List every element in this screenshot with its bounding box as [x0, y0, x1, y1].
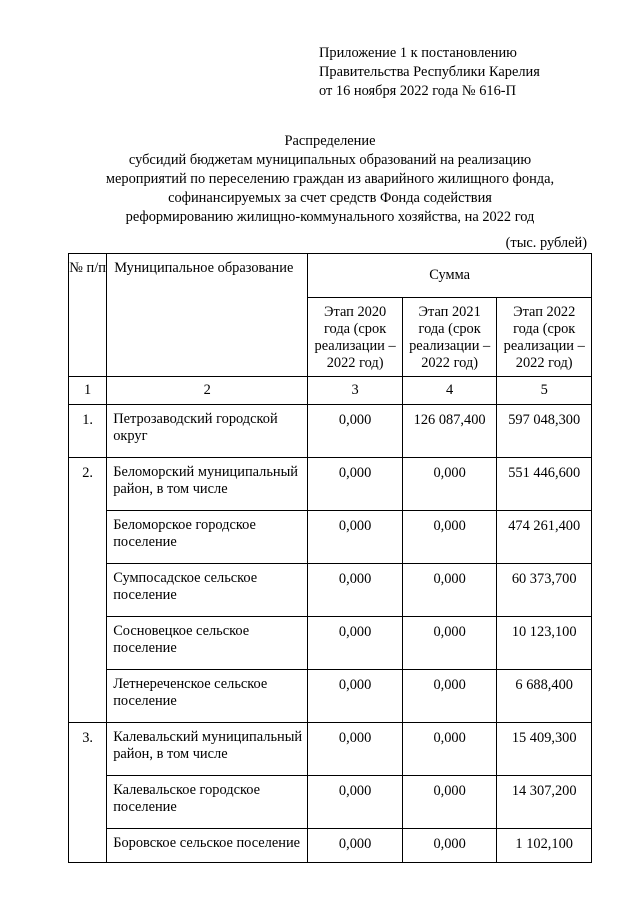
row-number: 3.	[69, 723, 107, 863]
units-label: (тыс. рублей)	[505, 235, 587, 251]
row-municipality: Калевальское городское поселение	[107, 776, 308, 829]
title-line: мероприятий по переселению граждан из аварийного жилищного фонда,	[105, 171, 555, 187]
row-value-2022: 6 688,400	[497, 670, 592, 723]
row-value-2020: 0,000	[308, 723, 403, 776]
column-number-row	[69, 377, 592, 405]
table-row	[69, 511, 592, 564]
row-value-2021: 0,000	[402, 458, 497, 511]
row-value-2021: 0,000	[402, 617, 497, 670]
row-value-2022: 10 123,100	[497, 617, 592, 670]
column-number: 2	[107, 377, 308, 405]
row-value-2020: 0,000	[308, 564, 403, 617]
row-value-2021: 0,000	[402, 776, 497, 829]
row-municipality: Летнереченское сельское поселение	[107, 670, 308, 723]
row-value-2021: 0,000	[402, 670, 497, 723]
column-number: 4	[402, 377, 497, 405]
appendix-block	[319, 44, 619, 101]
row-value-2020: 0,000	[308, 776, 403, 829]
table-row	[69, 776, 592, 829]
row-value-2022: 551 446,600	[497, 458, 592, 511]
column-number: 3	[308, 377, 403, 405]
header-sum: Сумма	[308, 254, 592, 298]
column-number: 1	[69, 377, 107, 405]
row-municipality: Сумпосадское сельское поселение	[107, 564, 308, 617]
row-value-2020: 0,000	[308, 670, 403, 723]
header-row	[69, 254, 592, 298]
header-stage-2022: Этап 2022 года (срок реализации – 2022 год)	[497, 298, 592, 377]
row-value-2022: 474 261,400	[497, 511, 592, 564]
row-value-2022: 14 307,200	[497, 776, 592, 829]
row-value-2020: 0,000	[308, 405, 403, 458]
table-row	[69, 458, 592, 511]
title-line: реформированию жилищно-коммунального хозяйства, на 2022 год	[125, 209, 535, 225]
table-row	[69, 670, 592, 723]
header-stage-2020: Этап 2020 года (срок реализации – 2022 год)	[308, 298, 403, 377]
row-municipality: Петрозаводский городской округ	[107, 405, 308, 458]
row-value-2021: 0,000	[402, 511, 497, 564]
title-line: Распределение	[284, 133, 376, 149]
row-number: 2.	[69, 458, 107, 723]
header-stage-2021: Этап 2021 года (срок реализации – 2022 год)	[402, 298, 497, 377]
row-value-2021: 126 087,400	[402, 405, 497, 458]
appendix-line: от 16 ноября 2022 года № 616-П	[319, 83, 516, 99]
row-municipality: Боровское сельское поселение	[107, 829, 308, 863]
row-value-2022: 597 048,300	[497, 405, 592, 458]
row-value-2022: 60 373,700	[497, 564, 592, 617]
row-value-2020: 0,000	[308, 458, 403, 511]
row-value-2021: 0,000	[402, 723, 497, 776]
row-number: 1.	[69, 405, 107, 458]
row-municipality: Калевальский муниципальный район, в том числе	[107, 723, 308, 776]
header-no: № п/п	[69, 254, 107, 377]
table-row	[69, 405, 592, 458]
column-number: 5	[497, 377, 592, 405]
row-municipality: Беломорское городское поселение	[107, 511, 308, 564]
table-row	[69, 617, 592, 670]
header-municipality: Муниципальное образование	[107, 254, 308, 377]
row-value-2021: 0,000	[402, 829, 497, 863]
appendix-line: Правительства Республики Карелия	[319, 64, 540, 80]
document-title	[60, 132, 600, 227]
row-value-2022: 15 409,300	[497, 723, 592, 776]
appendix-line: Приложение 1 к постановлению	[319, 45, 517, 61]
row-value-2022: 1 102,100	[497, 829, 592, 863]
subsidy-table	[68, 253, 592, 863]
row-value-2020: 0,000	[308, 511, 403, 564]
row-municipality: Сосновецкое сельское поселение	[107, 617, 308, 670]
row-value-2020: 0,000	[308, 829, 403, 863]
table-row	[69, 723, 592, 776]
title-line: субсидий бюджетам муниципальных образований на реализацию	[128, 152, 532, 168]
title-line: софинансируемых за счет средств Фонда содействия	[168, 190, 492, 206]
row-municipality: Беломорский муниципальный район, в том числе	[107, 458, 308, 511]
row-value-2021: 0,000	[402, 564, 497, 617]
table-row	[69, 564, 592, 617]
row-value-2020: 0,000	[308, 617, 403, 670]
table-row	[69, 829, 592, 863]
